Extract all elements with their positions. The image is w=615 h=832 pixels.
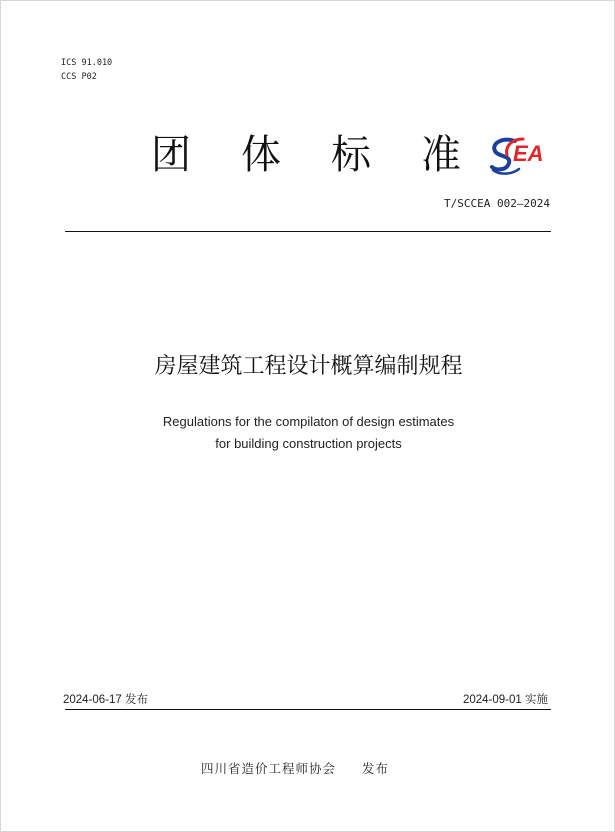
bottom-divider — [65, 709, 551, 710]
document-title-english — [1, 411, 615, 455]
classification-codes — [61, 56, 112, 84]
publisher-name: 四川省造价工程师协会 — [201, 761, 337, 776]
standard-number: T/SCCEA 002—2024 — [444, 197, 550, 210]
implementation-date-label: 实施 — [525, 694, 548, 706]
publisher-label: 发布 — [362, 761, 390, 776]
logo-text: EA — [513, 141, 544, 166]
publisher-line — [201, 759, 389, 777]
document-title-chinese: 房屋建筑工程设计概算编制规程 — [154, 354, 463, 379]
issue-date — [63, 691, 148, 707]
title-en-line-1: Regulations for the compilaton of design estimates — [162, 414, 455, 429]
ics-code: ICS 91.010 — [61, 58, 113, 68]
title-en-line-2: for building construction projects — [215, 436, 402, 451]
ccs-code: CCS P02 — [61, 72, 97, 82]
issue-date-label: 发布 — [125, 694, 149, 706]
implementation-date — [463, 691, 548, 707]
top-divider — [65, 231, 551, 232]
standard-type-heading: 团体标准 — [151, 132, 511, 178]
implementation-date-value: 2024-09-01 — [462, 694, 522, 706]
association-logo-icon — [489, 133, 551, 177]
issue-date-value: 2024-06-17 — [63, 694, 122, 706]
